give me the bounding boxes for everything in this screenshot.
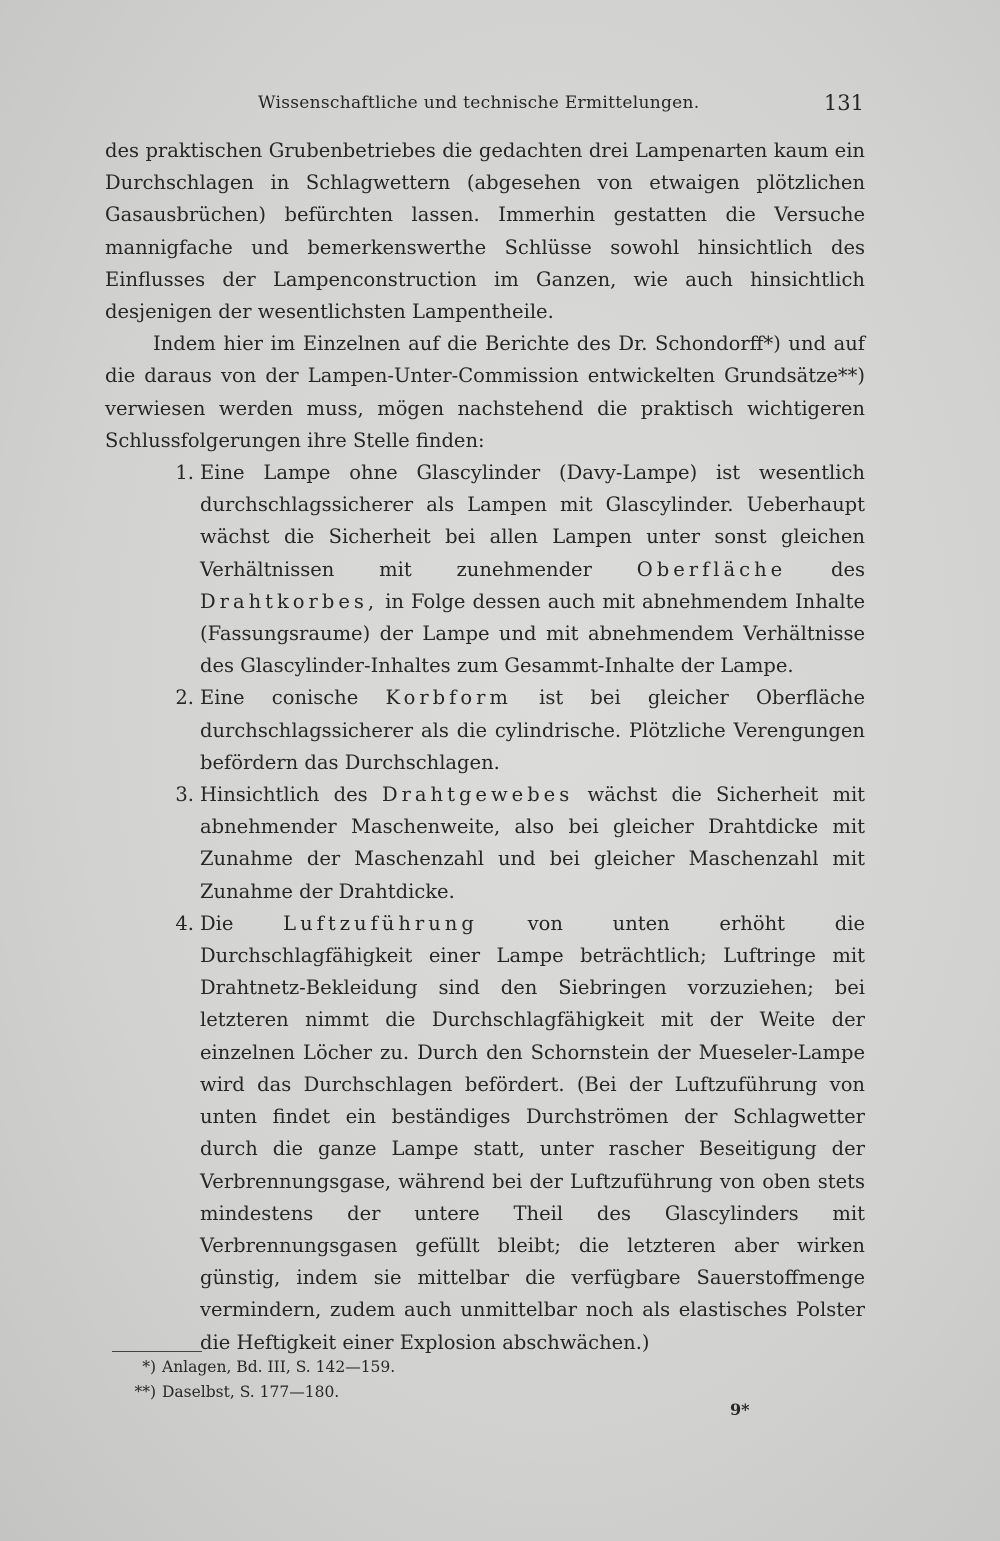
footnote-text: Daselbst, S. 177—180. [162,1383,340,1401]
list-item-text: des [830,557,866,581]
list-item-text: ist bei gleicher Oberfläche durchschlagssicherer als die cylindrische. Plötzliche Verengungen befördern das Durchschlagen. [200,686,865,774]
list-item-number: 1. [175,461,194,485]
footnote-mark: **) [134,1383,156,1401]
footnote-mark: *) [142,1358,156,1376]
signature-mark: 9* [730,1400,750,1419]
running-head: Wissenschaftliche und technische Ermittelungen. [258,93,700,113]
footnote-text: Anlagen, Bd. III, S. 142—159. [162,1358,396,1376]
emphasis-term: Korbform [385,686,512,710]
list-item-text: Die [200,911,234,935]
emphasis-term: Drahtgewebes [381,783,574,807]
list-item [105,682,865,779]
body-text [105,135,865,1359]
list-item [105,779,865,908]
list-item-text: wächst die Sicherheit mit abnehmender Maschenweite, also bei gleicher Drahtdicke mit Zunahme der Maschenzahl und bei gleicher Maschenzahl mit Zunahme der Drahtdicke. [200,783,866,903]
list-item-text: von unten erhöht die Durchschlagfähigkeit einer Lampe beträchtlich; Luftringe mit Drahtnetz-Bekleidung sind den Siebringen vorzuziehen; bei letzteren nimmt die Durchschlagfähigkeit mit der Weite der einzelnen Löcher zu. Durch den Schornstein der Mueseler-Lampe wird das Durchschlagen befördert. (Bei der Luftzuführung von unten findet ein beständiges Durchströmen der Schlagwetter durch die ganze Lampe statt, unter rascher Beseitigung der Verbrennungsgase, während bei der Luftzuführung von oben stets mindestens der untere Theil des Glascylinders mit Verbrennungsgasen gefüllt bleibt; die letzteren aber wirken günstig, indem sie mittelbar die verfügbare Sauerstoffmenge vermindern, zudem auch unmittelbar noch als elastisches Polster die Heftigkeit einer Explosion abschwächen.) [200,911,865,1354]
footnote [112,1380,612,1405]
page-number: 131 [823,91,864,115]
footnote-divider [112,1351,202,1352]
list-item-number: 2. [175,686,194,710]
list-item [105,457,865,682]
paragraph-intro: Indem hier im Einzelnen auf die Berichte des Dr. Schondorff*) und auf die daraus von der Lampen-Unter-Commission entwickelten Grundsätze**) verwiesen werden muss, mögen nachstehend die praktisch wichtigeren Schlussfolgerungen ihre Stelle finden: [105,332,865,452]
list-item-text: Eine Lampe ohne Glascylinder (Davy-Lampe) ist wesentlich durchschlagssicherer als Lampen mit Glascylinder. Ueberhaupt wächst die Sicherheit bei allen Lampen unter sonst gleichen Verhältnissen mit zunehmender [200,461,865,581]
emphasis-term: Luftzuführung [283,911,478,935]
list-item-text: Hinsichtlich des [200,783,368,807]
list-item [105,908,865,1359]
list-item-number: 4. [175,911,194,935]
conclusion-list [105,457,865,1359]
footnotes [112,1355,612,1405]
emphasis-term: Drahtkorbes, [200,589,379,613]
list-item-text: in Folge dessen auch mit abnehmendem Inhalte (Fassungsraume) der Lampe und mit abnehmendem Verhältnisse des Glascylinder-Inhaltes zum Gesammt-Inhalte der Lampe. [200,589,866,678]
paragraph-continuation: des praktischen Grubenbetriebes die gedachten drei Lampenarten kaum ein Durchschlagen in Schlagwettern (abgesehen von etwaigen plötzlichen Gasausbrüchen) befürchten lassen. Immerhin gestatten die Versuche mannigfache und bemerkenswerthe Schlüsse sowohl hinsichtlich des Einflusses der Lampenconstruction im Ganzen, wie auch hinsichtlich desjenigen der wesentlichsten Lampentheile. [105,139,865,324]
footnote [112,1355,612,1380]
emphasis-term: Oberfläche [636,557,787,581]
list-item-number: 3. [175,783,194,807]
list-item-text: Eine conische [200,686,359,710]
page-header [258,88,864,118]
